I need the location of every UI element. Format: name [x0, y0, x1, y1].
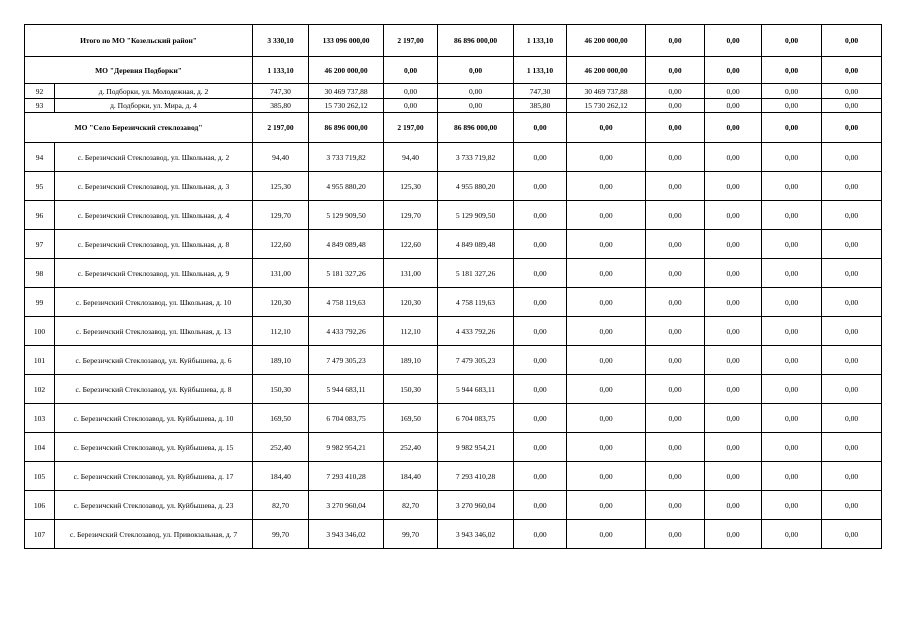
row-value: 0,00	[705, 288, 762, 317]
row-value: 0,00	[514, 201, 567, 230]
table-row	[25, 172, 882, 201]
row-value: 150,30	[384, 375, 438, 404]
row-address: с. Березичский Стеклозавод, ул. Школьная, д. 4	[55, 201, 253, 230]
row-value: 0,00	[822, 317, 882, 346]
mo-value: 0,00	[822, 113, 882, 143]
row-address: с. Березичский Стеклозавод, ул. Куйбышева, д. 23	[55, 491, 253, 520]
mo-value: 2 197,00	[253, 113, 309, 143]
total-value: 86 896 000,00	[438, 25, 514, 57]
row-value: 0,00	[646, 259, 705, 288]
row-value: 0,00	[705, 172, 762, 201]
row-value: 9 982 954,21	[309, 433, 384, 462]
row-value: 0,00	[822, 491, 882, 520]
row-value: 0,00	[514, 520, 567, 549]
row-value: 4 849 089,48	[309, 230, 384, 259]
row-number: 93	[25, 99, 55, 113]
row-value: 0,00	[822, 99, 882, 113]
row-value: 0,00	[822, 172, 882, 201]
mo-row-steklozavod	[25, 113, 882, 143]
row-value: 0,00	[567, 201, 646, 230]
row-value: 3 270 960,04	[438, 491, 514, 520]
row-value: 0,00	[762, 259, 822, 288]
table-row	[25, 288, 882, 317]
row-number: 104	[25, 433, 55, 462]
row-value: 0,00	[567, 462, 646, 491]
total-value: 0,00	[822, 25, 882, 57]
row-value: 0,00	[705, 317, 762, 346]
row-value: 7 293 410,28	[438, 462, 514, 491]
total-value: 0,00	[646, 25, 705, 57]
total-value: 133 096 000,00	[309, 25, 384, 57]
row-value: 0,00	[646, 462, 705, 491]
row-value: 0,00	[384, 84, 438, 99]
row-value: 0,00	[822, 346, 882, 375]
row-value: 0,00	[438, 99, 514, 113]
row-address: с. Березичский Стеклозавод, ул. Привокзальная, д. 7	[55, 520, 253, 549]
row-value: 4 849 089,48	[438, 230, 514, 259]
row-value: 0,00	[567, 317, 646, 346]
row-value: 99,70	[384, 520, 438, 549]
table-row	[25, 143, 882, 172]
row-value: 15 730 262,12	[567, 99, 646, 113]
mo-value: 0,00	[567, 113, 646, 143]
row-value: 0,00	[762, 317, 822, 346]
row-value: 0,00	[646, 433, 705, 462]
row-value: 94,40	[384, 143, 438, 172]
row-value: 0,00	[822, 462, 882, 491]
row-value: 4 433 792,26	[438, 317, 514, 346]
table-row	[25, 491, 882, 520]
row-value: 112,10	[253, 317, 309, 346]
row-value: 0,00	[762, 462, 822, 491]
row-number: 95	[25, 172, 55, 201]
row-value: 0,00	[646, 317, 705, 346]
row-value: 0,00	[646, 84, 705, 99]
mo-label: МО "Деревня Подборки"	[25, 57, 253, 84]
row-address: д. Подборки, ул. Молодежная, д. 2	[55, 84, 253, 99]
row-value: 99,70	[253, 520, 309, 549]
row-value: 0,00	[646, 288, 705, 317]
total-value: 0,00	[762, 25, 822, 57]
row-value: 150,30	[253, 375, 309, 404]
row-value: 30 469 737,88	[309, 84, 384, 99]
row-value: 0,00	[762, 404, 822, 433]
row-value: 0,00	[567, 491, 646, 520]
row-value: 0,00	[646, 143, 705, 172]
row-value: 4 955 880,20	[309, 172, 384, 201]
mo-value: 0,00	[705, 113, 762, 143]
mo-value: 0,00	[762, 113, 822, 143]
row-number: 103	[25, 404, 55, 433]
row-address: с. Березичский Стеклозавод, ул. Школьная, д. 13	[55, 317, 253, 346]
row-value: 169,50	[384, 404, 438, 433]
row-value: 0,00	[514, 172, 567, 201]
row-address: с. Березичский Стеклозавод, ул. Куйбышева, д. 6	[55, 346, 253, 375]
row-value: 0,00	[567, 520, 646, 549]
row-value: 184,40	[384, 462, 438, 491]
row-value: 0,00	[646, 172, 705, 201]
mo-value: 0,00	[384, 57, 438, 84]
table-row	[25, 317, 882, 346]
row-value: 6 704 083,75	[309, 404, 384, 433]
row-value: 0,00	[705, 520, 762, 549]
row-value: 0,00	[762, 230, 822, 259]
row-value: 0,00	[567, 346, 646, 375]
row-value: 0,00	[822, 288, 882, 317]
row-value: 169,50	[253, 404, 309, 433]
row-value: 0,00	[646, 520, 705, 549]
row-value: 0,00	[822, 143, 882, 172]
row-value: 747,30	[253, 84, 309, 99]
row-number: 92	[25, 84, 55, 99]
row-value: 0,00	[514, 317, 567, 346]
row-value: 252,40	[384, 433, 438, 462]
row-value: 189,10	[253, 346, 309, 375]
row-value: 0,00	[567, 172, 646, 201]
table-body	[25, 25, 882, 549]
row-value: 129,70	[253, 201, 309, 230]
row-value: 0,00	[762, 172, 822, 201]
row-value: 7 479 305,23	[309, 346, 384, 375]
row-value: 122,60	[384, 230, 438, 259]
row-value: 0,00	[567, 433, 646, 462]
row-number: 106	[25, 491, 55, 520]
row-value: 129,70	[384, 201, 438, 230]
row-number: 105	[25, 462, 55, 491]
row-value: 252,40	[253, 433, 309, 462]
row-value: 189,10	[384, 346, 438, 375]
row-address: с. Березичский Стеклозавод, ул. Школьная, д. 8	[55, 230, 253, 259]
row-value: 0,00	[705, 404, 762, 433]
total-row	[25, 25, 882, 57]
row-value: 0,00	[514, 230, 567, 259]
row-value: 15 730 262,12	[309, 99, 384, 113]
mo-label: МО "Село Березичский стеклозавод"	[25, 113, 253, 143]
table-row	[25, 201, 882, 230]
row-value: 0,00	[762, 375, 822, 404]
row-value: 0,00	[514, 462, 567, 491]
row-value: 82,70	[384, 491, 438, 520]
table-row	[25, 84, 882, 99]
row-value: 4 955 880,20	[438, 172, 514, 201]
row-value: 0,00	[762, 143, 822, 172]
row-value: 0,00	[705, 346, 762, 375]
mo-value: 1 133,10	[253, 57, 309, 84]
row-value: 0,00	[646, 201, 705, 230]
row-value: 747,30	[514, 84, 567, 99]
row-value: 6 704 083,75	[438, 404, 514, 433]
row-value: 0,00	[705, 99, 762, 113]
mo-value: 46 200 000,00	[567, 57, 646, 84]
table-row	[25, 462, 882, 491]
mo-value: 86 896 000,00	[309, 113, 384, 143]
total-value: 0,00	[705, 25, 762, 57]
row-value: 5 181 327,26	[438, 259, 514, 288]
row-address: с. Березичский Стеклозавод, ул. Школьная, д. 10	[55, 288, 253, 317]
table-row	[25, 520, 882, 549]
mo-value: 0,00	[646, 57, 705, 84]
table-row	[25, 404, 882, 433]
row-value: 4 433 792,26	[309, 317, 384, 346]
row-value: 5 944 683,11	[438, 375, 514, 404]
row-value: 0,00	[514, 346, 567, 375]
row-address: с. Березичский Стеклозавод, ул. Куйбышева, д. 10	[55, 404, 253, 433]
row-value: 0,00	[384, 99, 438, 113]
row-address: д. Подборки, ул. Мира, д. 4	[55, 99, 253, 113]
table-row	[25, 230, 882, 259]
row-value: 0,00	[567, 404, 646, 433]
mo-value: 0,00	[822, 57, 882, 84]
row-address: с. Березичский Стеклозавод, ул. Куйбышева, д. 8	[55, 375, 253, 404]
row-value: 82,70	[253, 491, 309, 520]
row-value: 184,40	[253, 462, 309, 491]
row-value: 0,00	[567, 230, 646, 259]
row-value: 0,00	[822, 259, 882, 288]
table-row	[25, 99, 882, 113]
row-value: 0,00	[822, 433, 882, 462]
row-value: 131,00	[384, 259, 438, 288]
row-value: 30 469 737,88	[567, 84, 646, 99]
mo-value: 86 896 000,00	[438, 113, 514, 143]
row-value: 0,00	[705, 375, 762, 404]
row-value: 0,00	[514, 491, 567, 520]
row-value: 0,00	[567, 375, 646, 404]
row-value: 0,00	[646, 491, 705, 520]
row-number: 96	[25, 201, 55, 230]
row-value: 122,60	[253, 230, 309, 259]
row-value: 0,00	[646, 346, 705, 375]
total-value: 2 197,00	[384, 25, 438, 57]
table-row	[25, 259, 882, 288]
row-value: 0,00	[705, 259, 762, 288]
row-value: 0,00	[646, 230, 705, 259]
row-value: 385,80	[514, 99, 567, 113]
row-value: 0,00	[646, 404, 705, 433]
row-value: 0,00	[762, 201, 822, 230]
row-value: 0,00	[762, 433, 822, 462]
row-value: 0,00	[762, 346, 822, 375]
table-row	[25, 375, 882, 404]
row-value: 0,00	[514, 375, 567, 404]
row-value: 3 733 719,82	[309, 143, 384, 172]
row-value: 0,00	[514, 288, 567, 317]
row-number: 94	[25, 143, 55, 172]
row-value: 3 943 346,02	[438, 520, 514, 549]
row-value: 0,00	[705, 230, 762, 259]
row-value: 0,00	[822, 230, 882, 259]
row-value: 5 181 327,26	[309, 259, 384, 288]
row-value: 0,00	[514, 259, 567, 288]
total-value: 1 133,10	[514, 25, 567, 57]
row-value: 125,30	[384, 172, 438, 201]
row-value: 0,00	[822, 201, 882, 230]
row-value: 0,00	[705, 201, 762, 230]
row-value: 385,80	[253, 99, 309, 113]
row-address: с. Березичский Стеклозавод, ул. Школьная, д. 9	[55, 259, 253, 288]
row-number: 98	[25, 259, 55, 288]
row-value: 94,40	[253, 143, 309, 172]
row-value: 0,00	[438, 84, 514, 99]
total-value: 46 200 000,00	[567, 25, 646, 57]
row-value: 9 982 954,21	[438, 433, 514, 462]
row-number: 101	[25, 346, 55, 375]
row-value: 5 129 909,50	[438, 201, 514, 230]
table-row	[25, 433, 882, 462]
row-value: 0,00	[822, 404, 882, 433]
table-row	[25, 346, 882, 375]
row-value: 3 733 719,82	[438, 143, 514, 172]
mo-value: 1 133,10	[514, 57, 567, 84]
row-value: 120,30	[253, 288, 309, 317]
row-number: 99	[25, 288, 55, 317]
row-value: 0,00	[762, 99, 822, 113]
row-address: с. Березичский Стеклозавод, ул. Куйбышева, д. 15	[55, 433, 253, 462]
mo-value: 46 200 000,00	[309, 57, 384, 84]
row-value: 5 129 909,50	[309, 201, 384, 230]
row-address: с. Березичский Стеклозавод, ул. Куйбышева, д. 17	[55, 462, 253, 491]
row-value: 5 944 683,11	[309, 375, 384, 404]
row-number: 100	[25, 317, 55, 346]
row-value: 7 293 410,28	[309, 462, 384, 491]
row-value: 0,00	[705, 84, 762, 99]
row-value: 0,00	[822, 375, 882, 404]
mo-value: 2 197,00	[384, 113, 438, 143]
row-value: 0,00	[567, 288, 646, 317]
total-value: 3 330,10	[253, 25, 309, 57]
mo-value: 0,00	[762, 57, 822, 84]
row-value: 125,30	[253, 172, 309, 201]
row-number: 102	[25, 375, 55, 404]
row-value: 0,00	[514, 143, 567, 172]
row-value: 0,00	[705, 491, 762, 520]
mo-value: 0,00	[705, 57, 762, 84]
row-value: 0,00	[762, 288, 822, 317]
row-value: 0,00	[762, 84, 822, 99]
mo-value: 0,00	[514, 113, 567, 143]
budget-table	[24, 24, 882, 549]
row-address: с. Березичский Стеклозавод, ул. Школьная, д. 2	[55, 143, 253, 172]
row-value: 0,00	[646, 99, 705, 113]
row-value: 0,00	[705, 462, 762, 491]
mo-value: 0,00	[646, 113, 705, 143]
row-value: 112,10	[384, 317, 438, 346]
row-value: 0,00	[646, 375, 705, 404]
row-value: 0,00	[705, 433, 762, 462]
row-value: 0,00	[762, 520, 822, 549]
row-number: 107	[25, 520, 55, 549]
mo-value: 0,00	[438, 57, 514, 84]
row-value: 0,00	[705, 143, 762, 172]
row-value: 120,30	[384, 288, 438, 317]
row-value: 0,00	[822, 84, 882, 99]
row-value: 7 479 305,23	[438, 346, 514, 375]
row-value: 4 758 119,63	[438, 288, 514, 317]
mo-row-podborki	[25, 57, 882, 84]
row-value: 0,00	[567, 259, 646, 288]
row-number: 97	[25, 230, 55, 259]
row-value: 0,00	[514, 404, 567, 433]
row-value: 3 943 346,02	[309, 520, 384, 549]
row-value: 3 270 960,04	[309, 491, 384, 520]
row-value: 0,00	[567, 143, 646, 172]
row-value: 0,00	[762, 491, 822, 520]
row-value: 0,00	[514, 433, 567, 462]
row-address: с. Березичский Стеклозавод, ул. Школьная, д. 3	[55, 172, 253, 201]
row-value: 0,00	[822, 520, 882, 549]
total-label: Итого по МО "Козельский район"	[25, 25, 253, 57]
row-value: 4 758 119,63	[309, 288, 384, 317]
row-value: 131,00	[253, 259, 309, 288]
